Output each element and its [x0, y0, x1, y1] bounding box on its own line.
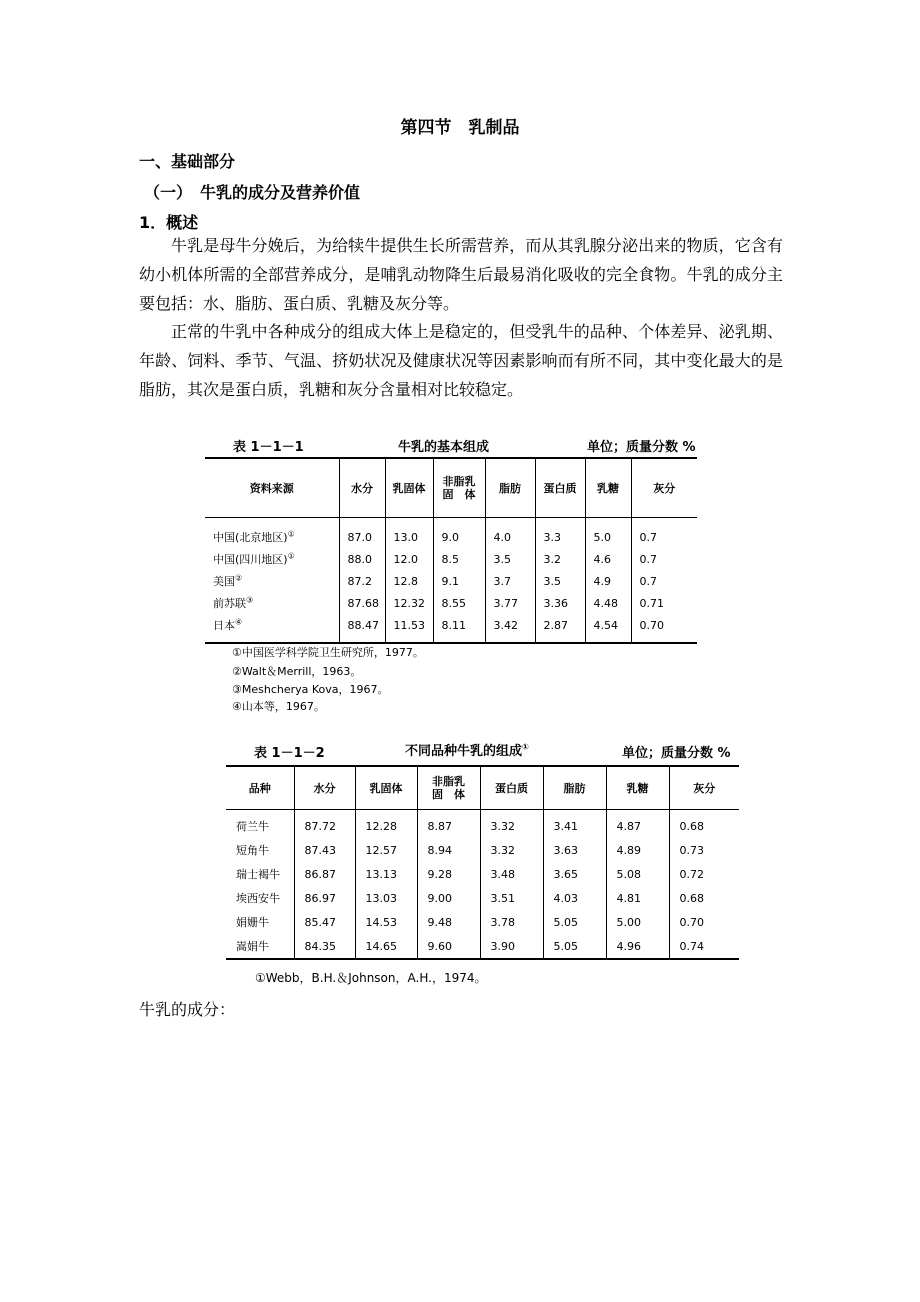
table2-cell: 84.35 — [294, 934, 355, 959]
table1-cell: 87.68 — [339, 592, 385, 614]
table1-cell: 2.87 — [535, 614, 585, 643]
table1-cell: 12.8 — [385, 570, 433, 592]
table1-cell: 4.48 — [585, 592, 631, 614]
table1-cell: 8.11 — [433, 614, 485, 643]
table2-cell-breed: 短角牛 — [236, 844, 269, 857]
table2-header-solids: 乳固体 — [355, 766, 417, 810]
table2-cell: 86.97 — [294, 886, 355, 910]
table1-cell: 88.47 — [339, 614, 385, 643]
table2-cell-breed: 瑞士褐牛 — [236, 868, 280, 881]
table2-row — [226, 810, 739, 839]
table1-cell: 0.7 — [631, 548, 697, 570]
table2-cell: 87.72 — [294, 810, 355, 839]
table2-cell: 0.68 — [669, 886, 739, 910]
table2-cell: 4.96 — [606, 934, 669, 959]
table2-cell: 3.63 — [543, 838, 606, 862]
table2-title: 不同品种牛乳的组成 — [405, 744, 523, 759]
table1-row — [205, 570, 697, 592]
table2-unit: 单位；质量分数 % — [622, 746, 731, 761]
table1-cell-source — [205, 548, 339, 570]
table1-source-label: 美国 — [213, 575, 235, 588]
table2-cell: 9.28 — [417, 862, 480, 886]
table2-cell: 3.65 — [543, 862, 606, 886]
table2-header-ash: 灰分 — [669, 766, 739, 810]
table2-cell: 85.47 — [294, 910, 355, 934]
table2-header-breed: 品种 — [226, 766, 294, 810]
table2-cell: 5.08 — [606, 862, 669, 886]
table2-cell: 3.48 — [480, 862, 543, 886]
table2-cell: 9.00 — [417, 886, 480, 910]
table2-row — [226, 910, 739, 934]
table2-title-wrap — [405, 740, 529, 759]
table1-cell: 11.53 — [385, 614, 433, 643]
table2-number: 表 1－1－2 — [254, 746, 325, 761]
table2-cell: 5.05 — [543, 934, 606, 959]
table2-header-snf: 非脂乳 固 体 — [417, 766, 480, 810]
table1-source-mark: ① — [287, 529, 295, 539]
table2-header-water: 水分 — [294, 766, 355, 810]
table2-cell-breed: 娟姗牛 — [236, 916, 269, 929]
table1-cell: 87.2 — [339, 570, 385, 592]
table2-cell: 12.57 — [355, 838, 417, 862]
table1-cell-source — [205, 614, 339, 643]
table1-cell: 8.5 — [433, 548, 485, 570]
table1-cell: 88.0 — [339, 548, 385, 570]
table2-cell: 14.53 — [355, 910, 417, 934]
heading-overview: 1．概述 — [139, 213, 199, 232]
table2-cell: 87.43 — [294, 838, 355, 862]
table1-row — [205, 614, 697, 643]
table1-footnote-3: ③Meshcherya Kova，1967。 — [232, 683, 389, 696]
table2-cell: 5.05 — [543, 910, 606, 934]
table1-cell: 9.0 — [433, 518, 485, 549]
table2-cell: 5.00 — [606, 910, 669, 934]
table2-cell: 0.72 — [669, 862, 739, 886]
table1-cell: 4.54 — [585, 614, 631, 643]
table1-row — [205, 518, 697, 549]
table1-cell: 12.32 — [385, 592, 433, 614]
table1-cell: 3.3 — [535, 518, 585, 549]
table1-cell: 13.0 — [385, 518, 433, 549]
table2-cell: 3.41 — [543, 810, 606, 839]
table1-row — [205, 592, 697, 614]
table1-cell: 0.71 — [631, 592, 697, 614]
table2-cell: 0.74 — [669, 934, 739, 959]
table1-header-snf: 非脂乳 固 体 — [433, 458, 485, 518]
table1-cell: 5.0 — [585, 518, 631, 549]
table1-source-mark: ④ — [235, 617, 243, 627]
table2-cell: 3.32 — [480, 838, 543, 862]
table2-row — [226, 886, 739, 910]
paragraph-2: 正常的牛乳中各种成分的组成大体上是稳定的，但受乳牛的品种、个体差异、泌乳期、年龄、饲料、季节、气温、挤奶状况及健康状况等因素影响而有所不同，其中变化最大的是脂肪，其次是蛋白质，乳糖和灰分含量相对比较稳定。 — [139, 322, 783, 399]
table1-source-mark: ① — [287, 551, 295, 561]
table1-cell-source — [205, 570, 339, 592]
table1-source-mark: ③ — [246, 595, 254, 605]
table2-header-fat: 脂肪 — [543, 766, 606, 810]
table1-source-label: 中国(北京地区) — [213, 531, 288, 544]
table2-cell: 3.78 — [480, 910, 543, 934]
table2-title-mark: ① — [522, 742, 529, 752]
table2-cell: 14.65 — [355, 934, 417, 959]
table2-cell: 86.87 — [294, 862, 355, 886]
table1-header-solids: 乳固体 — [385, 458, 433, 518]
section-title: 第四节 乳制品 — [400, 118, 520, 138]
table2-cell: 0.70 — [669, 910, 739, 934]
table1-cell-source — [205, 592, 339, 614]
table2-cell: 8.94 — [417, 838, 480, 862]
table1-header-ash: 灰分 — [631, 458, 697, 518]
table1-cell: 12.0 — [385, 548, 433, 570]
table2-cell: 4.81 — [606, 886, 669, 910]
table2-row — [226, 838, 739, 862]
table2-cell: 0.73 — [669, 838, 739, 862]
table1-row — [205, 548, 697, 570]
table1-cell: 4.9 — [585, 570, 631, 592]
table1-footnote-2: ②Walt＆Merrill，1963。 — [232, 665, 362, 678]
table1-unit: 单位；质量分数 % — [587, 440, 696, 455]
table2-cell-breed: 埃西安牛 — [236, 892, 280, 905]
table1-cell: 3.77 — [485, 592, 535, 614]
table1-source-label: 中国(四川地区) — [213, 553, 288, 566]
table2-row — [226, 862, 739, 886]
table1-header-water: 水分 — [339, 458, 385, 518]
heading-basic-part: 一、基础部分 — [139, 152, 236, 171]
table1-cell: 0.70 — [631, 614, 697, 643]
table2-row — [226, 934, 739, 959]
table1-header-lactose: 乳糖 — [585, 458, 631, 518]
table2-cell: 13.03 — [355, 886, 417, 910]
table1-cell: 0.7 — [631, 570, 697, 592]
table2-footnote: ①Webb，B.H.＆Johnson，A.H.，1974。 — [255, 971, 487, 985]
table2-header-lactose: 乳糖 — [606, 766, 669, 810]
paragraph-1: 牛乳是母牛分娩后，为给犊牛提供生长所需营养，而从其乳腺分泌出来的物质，它含有幼小机体所需的全部营养成分，是哺乳动物降生后最易消化吸收的完全食物。牛乳的成分主要包括：水、脂肪、蛋白质、乳糖及灰分等。 — [139, 236, 783, 313]
table1-header-source: 资料来源 — [205, 458, 339, 518]
table1-source-label: 前苏联 — [213, 597, 246, 610]
table1-cell: 3.2 — [535, 548, 585, 570]
table1-cell: 3.7 — [485, 570, 535, 592]
heading-milk-composition: （一） 牛乳的成分及营养价值 — [144, 183, 361, 202]
table2-header-row — [226, 766, 739, 810]
table1-footnote-1: ①中国医学科学院卫生研究所，1977。 — [232, 646, 424, 659]
table1-cell: 0.7 — [631, 518, 697, 549]
table1-cell: 4.0 — [485, 518, 535, 549]
table2-cell: 13.13 — [355, 862, 417, 886]
table2-cell: 0.68 — [669, 810, 739, 839]
table2-cell: 3.51 — [480, 886, 543, 910]
table2-cell: 3.32 — [480, 810, 543, 839]
table2-cell: 4.03 — [543, 886, 606, 910]
table1 — [205, 457, 697, 644]
table2-cell: 12.28 — [355, 810, 417, 839]
table1-header-protein: 蛋白质 — [535, 458, 585, 518]
table2-header-protein: 蛋白质 — [480, 766, 543, 810]
table1-cell: 9.1 — [433, 570, 485, 592]
table1-cell: 4.6 — [585, 548, 631, 570]
table1-source-label: 日本 — [213, 619, 235, 632]
table1-source-mark: ② — [235, 573, 243, 583]
table1-cell: 3.42 — [485, 614, 535, 643]
table2-cell-breed: 嵩娟牛 — [236, 940, 269, 953]
table2-cell: 8.87 — [417, 810, 480, 839]
table1-cell: 8.55 — [433, 592, 485, 614]
table1-cell: 87.0 — [339, 518, 385, 549]
table2 — [226, 765, 739, 960]
table1-footnote-4: ④山本等，1967。 — [232, 700, 325, 713]
table1-header-row — [205, 458, 697, 518]
table1-cell: 3.5 — [485, 548, 535, 570]
table1-header-fat: 脂肪 — [485, 458, 535, 518]
table2-cell: 9.48 — [417, 910, 480, 934]
closing-line: 牛乳的成分： — [139, 1000, 236, 1019]
table2-cell: 3.90 — [480, 934, 543, 959]
table2-cell-breed: 荷兰牛 — [236, 820, 269, 833]
table1-title: 牛乳的基本组成 — [398, 440, 490, 455]
table1-cell: 3.5 — [535, 570, 585, 592]
table2-cell: 4.87 — [606, 810, 669, 839]
table1-number: 表 1－1－1 — [233, 440, 304, 455]
table1-cell-source — [205, 518, 339, 549]
table2-cell: 9.60 — [417, 934, 480, 959]
table2-cell: 4.89 — [606, 838, 669, 862]
table1-cell: 3.36 — [535, 592, 585, 614]
